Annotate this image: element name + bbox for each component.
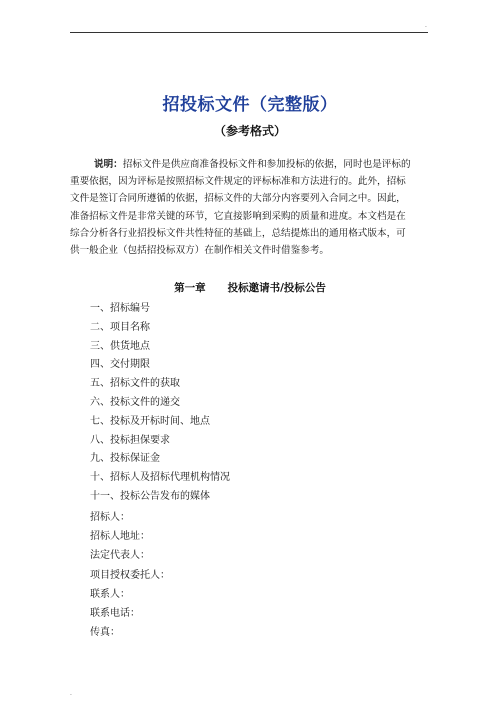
field-label: 联系人： — [90, 588, 130, 600]
chapter-name: 投标邀请书/投标公告 — [227, 282, 326, 294]
section-list — [90, 300, 230, 507]
section-item: 八、投标担保要求 — [90, 434, 170, 446]
section-item: 二、项目名称 — [90, 321, 150, 333]
field-label: 招标人地址： — [90, 531, 150, 543]
field-label: 项目授权委托人： — [90, 569, 170, 581]
section-item: 四、交付期限 — [90, 359, 150, 371]
section-item: 十、招标人及招标代理机构情况 — [90, 472, 230, 484]
section-item: 九、投标保证金 — [90, 453, 160, 465]
field-label: 传真： — [90, 627, 120, 639]
chapter-heading — [0, 280, 500, 295]
intro-line-text: 招标文件是供应商准备投标文件和参加投标的依据，同时也是评标的 — [122, 159, 411, 170]
intro-paragraph — [70, 156, 430, 259]
field-label: 法定代表人： — [90, 550, 150, 562]
section-item: 六、投标文件的递交 — [90, 396, 180, 408]
document-title: 招投标文件（完整版） — [162, 95, 338, 115]
field-label: 联系电话： — [90, 607, 140, 619]
intro-line: 综合分析各行业招投标文件共性特征的基础上，总结提炼出的通用格式版本，可 — [70, 227, 406, 239]
intro-line — [70, 156, 430, 173]
section-item: 七、投标及开标时间、地点 — [90, 415, 210, 427]
document-subtitle: （参考格式） — [213, 124, 286, 138]
intro-line: 准备招标文件是非常关键的环节，它直接影响到采购的质量和进度。本文档是在 — [70, 210, 406, 222]
field-label: 招标人： — [90, 512, 130, 523]
intro-line: 供一般企业（包括招投标双方）在制作相关文件时借鉴参考。 — [70, 245, 330, 257]
intro-line: 文件是签订合同所遵循的依据，招标文件的大部分内容要列入合同之中。因此， — [70, 193, 406, 205]
chapter-number: 第一章 — [174, 282, 206, 294]
contact-fields — [90, 508, 170, 642]
section-item: 五、招标文件的获取 — [90, 378, 180, 390]
section-item: 十一、投标公告发布的媒体 — [90, 490, 210, 502]
intro-line: 重要依据，因为评标是按照招标文件规定的评标标准和方法进行的。此外，招标 — [70, 176, 406, 188]
intro-label: 说明： — [94, 159, 123, 170]
header-rule — [70, 32, 428, 33]
section-item: 三、供货地点 — [90, 340, 150, 352]
header-mark: . — [425, 22, 427, 29]
section-item: 一、招标编号 — [90, 303, 150, 314]
footer-mark: . — [70, 690, 72, 697]
